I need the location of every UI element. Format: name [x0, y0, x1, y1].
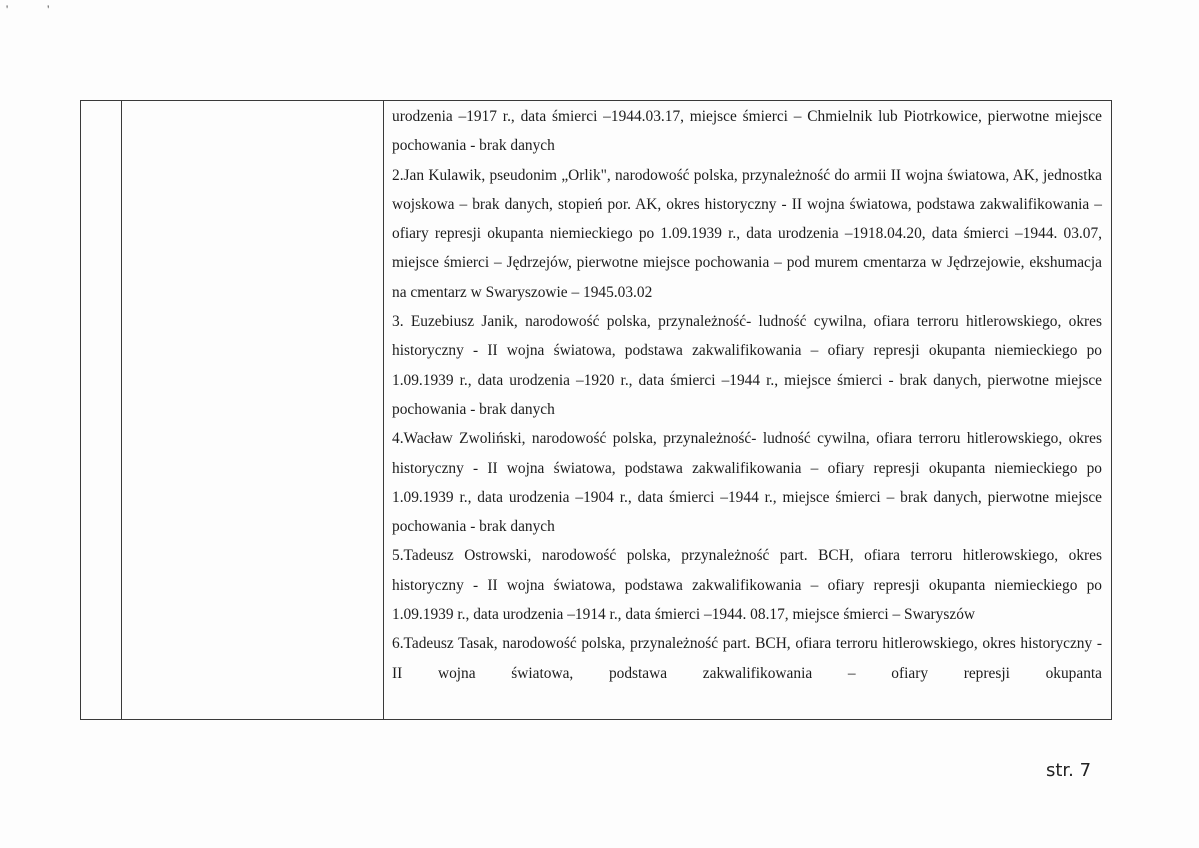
table-column-divider — [121, 101, 122, 719]
records-text-cell — [392, 102, 1102, 688]
records-table — [80, 100, 1112, 720]
record-paragraph: 4.Wacław Zwoliński, narodowość polska, przynależność- ludność cywilna, ofiara terroru hitlerowskiego, okres historyczny - II wojna światowa, podstawa zakwalifikowania – ofiary represji okupanta niemieckiego po 1.09.1939 r., data urodzenia –1904 r., data śmierci –1944 r., miejsce śmierci – brak danych, pierwotne miejsce pochowania - brak danych — [392, 430, 1102, 536]
record-paragraph: urodzenia –1917 r., data śmierci –1944.03.17, miejsce śmierci – Chmielnik lub Piotrkowice, pierwotne miejsce pochowania - brak danych — [392, 108, 1102, 155]
record-paragraph: 3. Euzebiusz Janik, narodowość polska, przynależność- ludność cywilna, ofiara terroru hitlerowskiego, okres historyczny - II wojna światowa, podstawa zakwalifikowania – ofiary represji okupanta niemieckiego po 1.09.1939 r., data urodzenia –1920 r., data śmierci –1944 r., miejsce śmierci - brak danych, pierwotne miejsce pochowania - brak danych — [392, 313, 1102, 418]
scan-marks: ' ' — [6, 2, 68, 16]
record-paragraph: 2.Jan Kulawik, pseudonim „Orlik", narodowość polska, przynależność do armii II wojna światowa, AK, jednostka wojskowa – brak danych, stopień por. AK, okres historyczny - II wojna światowa, podstawa zakwalifikowania – ofiary represji okupanta niemieckiego po 1.09.1939 r., data urodzenia –1918.04.20, data śmierci –1944. 03.07, miejsce śmierci – Jędrzejów, pierwotne miejsce pochowania – pod murem cmentarza w Jędrzejowie, ekshumacja na cmentarz w Swaryszowie – 1945.03.02 — [392, 166, 1102, 301]
record-paragraph: 5.Tadeusz Ostrowski, narodowość polska, przynależność part. BCH, ofiara terroru hitlerowskiego, okres historyczny - II wojna światowa, podstawa zakwalifikowania – ofiary represji okupanta niemieckiego po 1.09.1939 r., data urodzenia –1914 r., data śmierci –1944. 08.17, miejsce śmierci – Swaryszów — [392, 547, 1102, 624]
page-number: str. 7 — [1046, 760, 1092, 781]
record-paragraph: 6.Tadeusz Tasak, narodowość polska, przynależność part. BCH, ofiara terroru hitlerowskiego, okres historyczny - II wojna światowa, podstawa zakwalifikowania – ofiary represji okupanta — [392, 635, 1102, 682]
table-column-divider — [383, 101, 384, 719]
